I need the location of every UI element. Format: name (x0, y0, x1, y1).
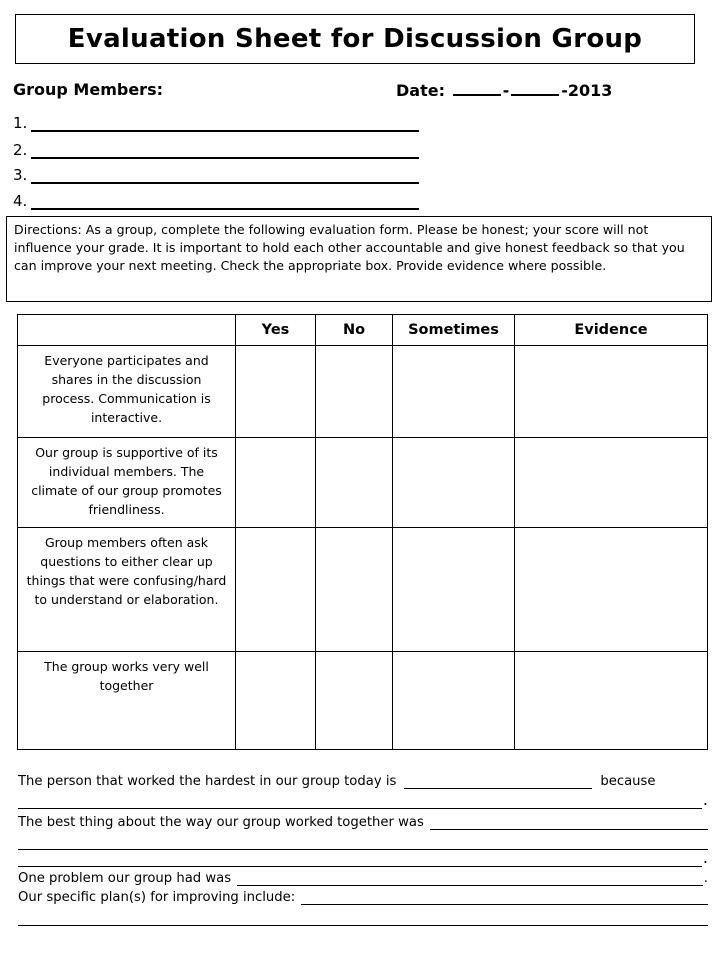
table-row (18, 438, 708, 528)
sometimes-checkbox-cell[interactable] (393, 652, 515, 750)
best-thing-blank-3[interactable] (18, 853, 702, 867)
evaluation-table (17, 314, 708, 750)
yes-checkbox-cell[interactable] (236, 528, 316, 652)
criterion-cell: The group works very well together (18, 652, 236, 750)
yes-checkbox-cell[interactable] (236, 346, 316, 438)
member-row-2 (13, 141, 419, 159)
header-sometimes: Sometimes (393, 315, 515, 346)
hardest-worker-blank[interactable] (404, 775, 592, 789)
best-thing-prompt (18, 815, 708, 830)
member-row-1 (13, 114, 419, 132)
date-month-blank[interactable] (453, 80, 501, 96)
member-number: 1. (13, 114, 28, 132)
directions-box: Directions: As a group, complete the following evaluation form. Please be honest; your score will not influence your grade. It is important to hold each other accountable and give honest feedback so that you can improve your next meeting. Check the appropriate box. Provide evidence where possible. (6, 216, 712, 302)
plan-prompt (18, 890, 708, 905)
hardest-reason-line-row (18, 790, 708, 809)
because-label: because (600, 774, 656, 789)
member-number: 2. (13, 141, 28, 159)
yes-checkbox-cell[interactable] (236, 652, 316, 750)
period: . (702, 848, 708, 867)
table-row (18, 346, 708, 438)
plan-line-row (18, 912, 708, 926)
member-name-line[interactable] (31, 194, 419, 210)
best-thing-line-row-2 (18, 848, 708, 867)
member-number: 3. (13, 166, 28, 184)
date-separator: - (502, 81, 510, 100)
group-members-label: Group Members: (13, 80, 163, 99)
no-checkbox-cell[interactable] (316, 528, 393, 652)
evidence-cell[interactable] (515, 438, 708, 528)
criterion-cell: Everyone participates and shares in the discussion process. Communication is interactive. (18, 346, 236, 438)
plan-label: Our specific plan(s) for improving include: (18, 890, 296, 905)
problem-blank[interactable] (237, 872, 703, 886)
member-name-line[interactable] (31, 168, 419, 184)
no-checkbox-cell[interactable] (316, 652, 393, 750)
no-checkbox-cell[interactable] (316, 438, 393, 528)
period: . (702, 790, 708, 809)
best-thing-label: The best thing about the way our group worked together was (18, 815, 424, 830)
page-title: Evaluation Sheet for Discussion Group (67, 24, 643, 54)
best-thing-line-row (18, 836, 708, 850)
period: . (703, 871, 708, 886)
title-box (15, 14, 695, 64)
evidence-cell[interactable] (515, 528, 708, 652)
sometimes-checkbox-cell[interactable] (393, 528, 515, 652)
table-header-row (18, 315, 708, 346)
hardest-worker-label: The person that worked the hardest in our group today is (18, 774, 397, 789)
member-row-3 (13, 166, 419, 184)
date-label: Date: (396, 81, 445, 100)
criterion-cell: Group members often ask questions to either clear up things that were confusing/hard to understand or elaboration. (18, 528, 236, 652)
date-year: -2013 (561, 81, 613, 100)
problem-prompt (18, 871, 708, 886)
header-evidence: Evidence (515, 315, 708, 346)
hardest-reason-blank[interactable] (18, 795, 702, 809)
no-checkbox-cell[interactable] (316, 346, 393, 438)
evidence-cell[interactable] (515, 346, 708, 438)
member-number: 4. (13, 192, 28, 210)
problem-label: One problem our group had was (18, 871, 232, 886)
best-thing-blank[interactable] (430, 816, 708, 830)
best-thing-blank-2[interactable] (18, 836, 708, 850)
evidence-cell[interactable] (515, 652, 708, 750)
header-no: No (316, 315, 393, 346)
member-name-line[interactable] (31, 116, 419, 132)
sometimes-checkbox-cell[interactable] (393, 346, 515, 438)
sometimes-checkbox-cell[interactable] (393, 438, 515, 528)
table-row (18, 652, 708, 750)
table-row (18, 528, 708, 652)
header-yes: Yes (236, 315, 316, 346)
plan-blank[interactable] (301, 891, 708, 905)
date-day-blank[interactable] (511, 80, 559, 96)
date-field (396, 80, 612, 100)
header-criteria (18, 315, 236, 346)
member-row-4 (13, 192, 419, 210)
yes-checkbox-cell[interactable] (236, 438, 316, 528)
criterion-cell: Our group is supportive of its individual members. The climate of our group promotes friendliness. (18, 438, 236, 528)
plan-blank-2[interactable] (18, 912, 708, 926)
hardest-worker-prompt (18, 774, 708, 789)
member-name-line[interactable] (31, 143, 419, 159)
